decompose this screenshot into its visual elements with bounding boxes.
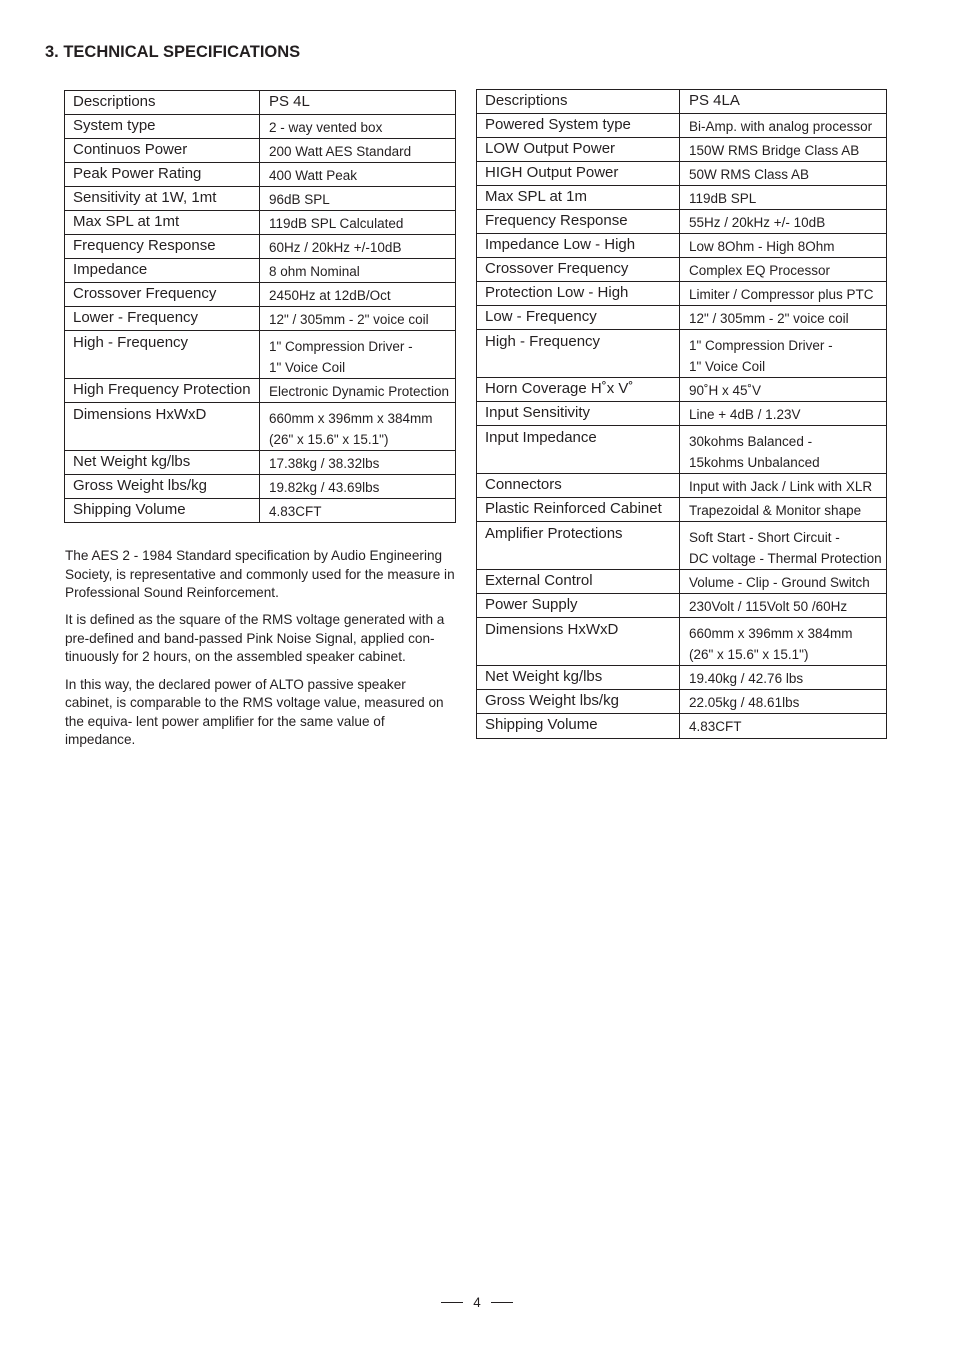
spec-label: Net Weight kg/lbs	[65, 451, 260, 475]
spec-label: Powered System type	[477, 114, 680, 138]
ps4la-spec-table	[476, 89, 887, 739]
spec-value-line: 12" / 305mm - 2" voice coil	[269, 312, 429, 327]
spec-row	[477, 618, 887, 666]
spec-row	[477, 210, 887, 234]
aes-standard-notes	[65, 547, 455, 758]
spec-row	[477, 114, 887, 138]
spec-value-line: 660mm x 396mm x 384mm	[689, 626, 853, 641]
page-number: 4	[473, 1295, 481, 1310]
spec-value	[260, 331, 456, 379]
spec-label: Frequency Response	[65, 235, 260, 259]
page-footer	[0, 1295, 954, 1310]
spec-row	[477, 330, 887, 378]
spec-label: Power Supply	[477, 594, 680, 618]
spec-value	[680, 594, 887, 618]
spec-value-line: 1" Compression Driver -	[689, 338, 833, 353]
spec-value-line: Line + 4dB / 1.23V	[689, 407, 801, 422]
spec-label: Net Weight kg/lbs	[477, 666, 680, 690]
spec-label: Max SPL at 1m	[477, 186, 680, 210]
spec-value-line: 19.40kg / 42.76 lbs	[689, 671, 804, 686]
spec-value	[680, 714, 887, 739]
spec-label: Shipping Volume	[65, 499, 260, 523]
spec-value	[260, 259, 456, 283]
spec-value-line: 15kohms Unbalanced	[689, 455, 820, 470]
ps4la-spec-rows	[477, 90, 887, 739]
spec-value	[680, 186, 887, 210]
spec-value-line: 4.83CFT	[689, 719, 742, 734]
spec-value	[260, 139, 456, 163]
spec-label: Continuos Power	[65, 139, 260, 163]
spec-value	[260, 451, 456, 475]
spec-value	[260, 163, 456, 187]
spec-row	[65, 211, 456, 235]
spec-row	[65, 139, 456, 163]
spec-row	[477, 498, 887, 522]
spec-value-line: Input with Jack / Link with XLR	[689, 479, 873, 494]
spec-value	[680, 402, 887, 426]
spec-value-line: 150W RMS Bridge Class AB	[689, 143, 860, 158]
spec-value	[260, 403, 456, 451]
spec-row	[65, 163, 456, 187]
spec-row	[477, 186, 887, 210]
spec-row	[65, 379, 456, 403]
spec-row	[65, 307, 456, 331]
spec-row	[65, 235, 456, 259]
spec-value-line: 8 ohm Nominal	[269, 264, 360, 279]
footer-rule-right	[491, 1302, 513, 1303]
spec-value	[680, 522, 887, 570]
footer-rule-left	[441, 1302, 463, 1303]
spec-value-line: 230Volt / 115Volt 50 /60Hz	[689, 599, 848, 614]
spec-value-line: 19.82kg / 43.69lbs	[269, 480, 380, 495]
spec-row	[477, 474, 887, 498]
spec-label: LOW Output Power	[477, 138, 680, 162]
spec-row	[65, 499, 456, 523]
spec-label: Low - Frequency	[477, 306, 680, 330]
spec-label: Impedance Low - High	[477, 234, 680, 258]
spec-label: Crossover Frequency	[65, 283, 260, 307]
spec-value	[260, 283, 456, 307]
spec-row	[477, 162, 887, 186]
spec-value	[680, 138, 887, 162]
spec-row	[65, 475, 456, 499]
spec-row	[477, 594, 887, 618]
spec-value-line: Limiter / Compressor plus PTC	[689, 287, 874, 302]
note-paragraph: In this way, the declared power of ALTO passive speaker cabinet, is comparable to the RMS voltage value, measured on the equiva- lent power amplifier for the same value of impedance.	[65, 676, 444, 748]
spec-label: Descriptions	[65, 91, 260, 115]
spec-label: Gross Weight lbs/kg	[477, 690, 680, 714]
spec-label: Impedance	[65, 259, 260, 283]
spec-row	[65, 403, 456, 451]
spec-row	[477, 138, 887, 162]
spec-value	[680, 162, 887, 186]
spec-value-line: (26" x 15.6" x 15.1")	[689, 647, 809, 662]
spec-value	[260, 307, 456, 331]
spec-value-line: 200 Watt AES Standard	[269, 144, 412, 159]
spec-value-line: 17.38kg / 38.32lbs	[269, 456, 380, 471]
spec-label: High - Frequency	[65, 331, 260, 379]
spec-value-line: 12" / 305mm - 2" voice coil	[689, 311, 849, 326]
spec-value-line: PS 4L	[269, 93, 310, 110]
spec-row	[477, 570, 887, 594]
spec-label: External Control	[477, 570, 680, 594]
spec-label: Descriptions	[477, 90, 680, 114]
spec-label: HIGH Output Power	[477, 162, 680, 186]
spec-value	[260, 115, 456, 139]
spec-value	[680, 282, 887, 306]
spec-label: High - Frequency	[477, 330, 680, 378]
spec-row	[65, 259, 456, 283]
section-heading: 3. TECHNICAL SPECIFICATIONS	[45, 43, 301, 61]
spec-label: Horn Coverage H˚x V˚	[477, 378, 680, 402]
spec-value-line: 660mm x 396mm x 384mm	[269, 411, 433, 426]
spec-value	[680, 210, 887, 234]
spec-row	[477, 522, 887, 570]
spec-value-line: PS 4LA	[689, 92, 740, 109]
spec-value	[260, 211, 456, 235]
spec-value-line: 60Hz / 20kHz +/-10dB	[269, 240, 402, 255]
spec-value	[680, 330, 887, 378]
spec-value-line: 22.05kg / 48.61lbs	[689, 695, 800, 710]
spec-label: System type	[65, 115, 260, 139]
spec-row	[477, 306, 887, 330]
spec-row	[477, 90, 887, 114]
spec-label: Shipping Volume	[477, 714, 680, 739]
spec-value	[680, 114, 887, 138]
ps4l-spec-table	[64, 90, 456, 523]
spec-value-line: DC voltage - Thermal Protection	[689, 551, 882, 566]
spec-row	[65, 283, 456, 307]
spec-row	[477, 282, 887, 306]
spec-value	[260, 475, 456, 499]
spec-value-line: 1" Compression Driver -	[269, 339, 413, 354]
spec-value-line: 4.83CFT	[269, 504, 322, 519]
spec-value	[680, 690, 887, 714]
spec-row	[65, 91, 456, 115]
spec-value	[680, 474, 887, 498]
spec-value-line: 1" Voice Coil	[269, 360, 346, 375]
spec-label: Lower - Frequency	[65, 307, 260, 331]
spec-label: Plastic Reinforced Cabinet	[477, 498, 680, 522]
spec-row	[477, 402, 887, 426]
spec-label: Input Sensitivity	[477, 402, 680, 426]
spec-row	[477, 666, 887, 690]
spec-value-line: Soft Start - Short Circuit -	[689, 530, 840, 545]
spec-value-line: 50W RMS Class AB	[689, 167, 810, 182]
spec-label: Amplifier Protections	[477, 522, 680, 570]
spec-value-line: 2450Hz at 12dB/Oct	[269, 288, 391, 303]
spec-value	[680, 618, 887, 666]
spec-row	[477, 378, 887, 402]
spec-row	[477, 426, 887, 474]
ps4l-spec-rows	[65, 91, 456, 523]
spec-label: Sensitivity at 1W, 1mt	[65, 187, 260, 211]
spec-label: Connectors	[477, 474, 680, 498]
spec-row	[65, 115, 456, 139]
spec-value-line: 96dB SPL	[269, 192, 330, 207]
spec-value	[680, 306, 887, 330]
spec-label: Gross Weight lbs/kg	[65, 475, 260, 499]
spec-value-line: Trapezoidal & Monitor shape	[689, 503, 862, 518]
spec-value	[260, 379, 456, 403]
spec-value-line: 119dB SPL	[689, 191, 757, 206]
spec-value	[260, 91, 456, 115]
note-paragraph: The AES 2 - 1984 Standard specification by Audio Engineering Society, is representative and commonly used for the measure in Professional Sound Reinforcement.	[65, 548, 455, 601]
spec-label: Peak Power Rating	[65, 163, 260, 187]
spec-label: Frequency Response	[477, 210, 680, 234]
spec-row	[65, 451, 456, 475]
spec-value	[680, 666, 887, 690]
spec-value-line: 1" Voice Coil	[689, 359, 766, 374]
spec-row	[477, 714, 887, 739]
spec-value	[260, 499, 456, 523]
spec-value	[680, 258, 887, 282]
spec-label: High Frequency Protection	[65, 379, 260, 403]
spec-value-line: 30kohms Balanced -	[689, 434, 813, 449]
spec-label: Protection Low - High	[477, 282, 680, 306]
spec-value	[680, 90, 887, 114]
spec-value	[680, 570, 887, 594]
spec-value	[680, 378, 887, 402]
spec-value	[680, 498, 887, 522]
spec-label: Crossover Frequency	[477, 258, 680, 282]
spec-value-line: Volume - Clip - Ground Switch	[689, 575, 870, 590]
spec-row	[477, 258, 887, 282]
spec-value-line: Bi-Amp. with analog processor	[689, 119, 873, 134]
spec-value-line: Complex EQ Processor	[689, 263, 831, 278]
spec-value	[260, 187, 456, 211]
spec-value	[680, 234, 887, 258]
spec-value-line: Electronic Dynamic Protection	[269, 384, 450, 399]
spec-row	[477, 690, 887, 714]
spec-value	[680, 426, 887, 474]
spec-row	[477, 234, 887, 258]
spec-label: Input Impedance	[477, 426, 680, 474]
spec-label: Dimensions HxWxD	[65, 403, 260, 451]
spec-value-line: 2 - way vented box	[269, 120, 383, 135]
spec-label: Dimensions HxWxD	[477, 618, 680, 666]
spec-value	[260, 235, 456, 259]
spec-value-line: 90˚H x 45˚V	[689, 383, 762, 398]
spec-row	[65, 187, 456, 211]
spec-value-line: 400 Watt Peak	[269, 168, 358, 183]
spec-value-line: 119dB SPL Calculated	[269, 216, 404, 231]
spec-value-line: (26" x 15.6" x 15.1")	[269, 432, 389, 447]
note-paragraph: It is defined as the square of the RMS voltage generated with a pre-defined and band-passed Pink Noise Signal, applied con- tinuously for 2 hours, on the assembled speaker cabinet.	[65, 612, 445, 665]
spec-value-line: Low 8Ohm - High 8Ohm	[689, 239, 835, 254]
spec-label: Max SPL at 1mt	[65, 211, 260, 235]
spec-value-line: 55Hz / 20kHz +/- 10dB	[689, 215, 826, 230]
spec-row	[65, 331, 456, 379]
